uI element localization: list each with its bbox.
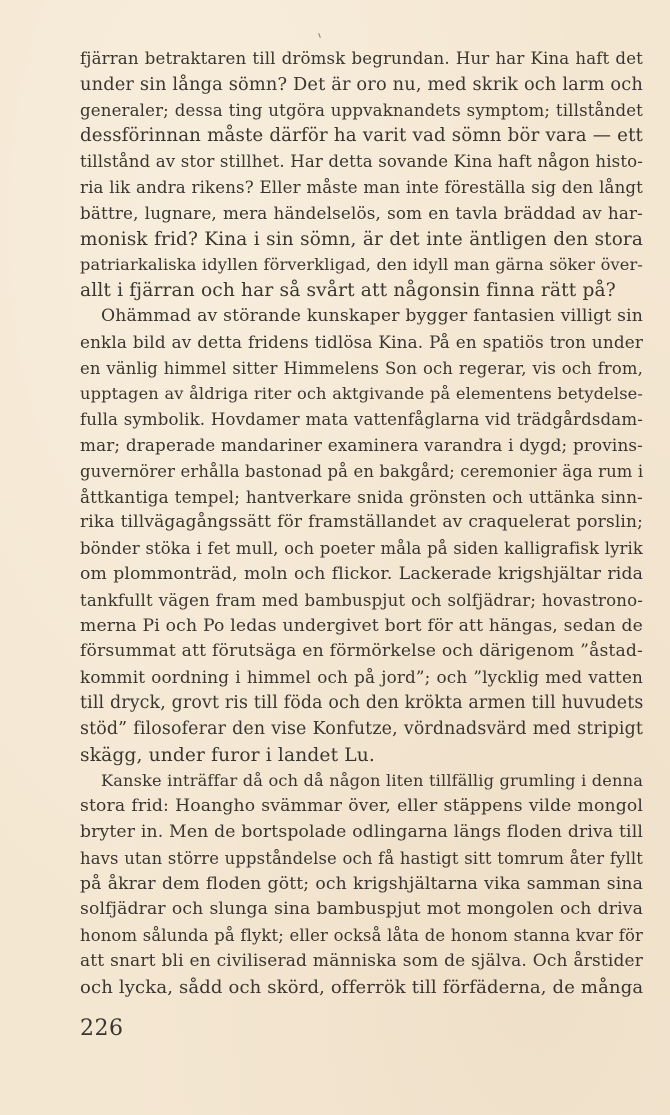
text-line: guvernörer erhålla bastonad på en bakgård; ceremonier äga rum i: [80, 461, 644, 481]
text-line: till dryck, grovt ris till föda och den krökta armen till huvudets: [80, 692, 644, 713]
text-line: en vänlig himmel sitter Himmelens Son och regerar, vis och from,: [80, 358, 643, 378]
text-line: skägg, under furor i landet Lu.: [80, 744, 375, 766]
text-line: bättre, lugnare, mera händelselös, som en tavla bräddad av har-: [80, 202, 643, 223]
text-line: att snart bli en civiliserad människa som de själva. Och årstider: [80, 950, 643, 971]
text-line: solfjädrar och slunga sina bambuspjut mot mongolen och driva: [80, 899, 643, 920]
text-line: och lycka, sådd och skörd, offerrök till förfäderna, de många: [80, 976, 644, 998]
page-number: 226: [80, 1016, 124, 1041]
text-line: kommit oordning i himmel och på jord”; och ”lycklig med vatten: [80, 667, 643, 688]
text-line: tillstånd av stor stillhet. Har detta sovande Kina haft någon histo-: [80, 152, 644, 172]
text-line: om plommonträd, moln och flickor. Lackerade krigshjältar rida: [80, 563, 643, 584]
text-line: Ohämmad av störande kunskaper bygger fantasien villigt sin: [101, 305, 643, 326]
text-line: försummat att förutsäga en förmörkelse och därigenom ”åstad-: [80, 641, 643, 662]
paragraph-2: [80, 304, 643, 768]
text-line: patriarkaliska idyllen förverkligad, den idyll man gärna söker över-: [80, 255, 643, 275]
text-line: rika tillvägagångssätt för framställandet av craquelerat porslin;: [80, 512, 643, 533]
text-line: under sin långa sömn? Det är oro nu, med skrik och larm och: [80, 73, 643, 95]
text-line: åttkantiga tempel; hantverkare snida grönsten och uttänka sinn-: [80, 486, 643, 507]
text-line: stora frid: Hoangho svämmar över, eller stäppens vilde mongol: [80, 796, 643, 817]
text-line: bryter in. Men de bortspolade odlingarna längs floden driva till: [80, 821, 643, 842]
text-line: fjärran betraktaren till drömsk begrundan. Hur har Kina haft det: [80, 49, 643, 68]
text-line: mar; draperade mandariner examinera varandra i dygd; provins-: [80, 434, 643, 455]
text-line: dessförinnan måste därför ha varit vad sömn bör vara — ett: [80, 125, 643, 147]
text-line: allt i fjärran och har så svårt att någonsin finna rätt på?: [80, 280, 616, 302]
text-line: tankfullt vägen fram med bambuspjut och solfjädrar; hovastrono-: [80, 590, 643, 610]
text-line: monisk frid? Kina i sin sömn, är det inte äntligen den stora: [80, 228, 643, 250]
text-line: honom sålunda på flykt; eller också låta de honom stanna kvar för: [80, 926, 643, 946]
text-line: ria lik andra rikens? Eller måste man inte föreställa sig den långt: [80, 177, 643, 197]
text-line: bönder stöka i fet mull, och poeter måla på siden kalligrafisk lyrik: [80, 539, 643, 559]
body-text: [80, 46, 643, 1000]
print-speck: [318, 33, 321, 38]
text-line: generaler; dessa ting utgöra uppvaknandets symptom; tillståndet: [80, 100, 643, 120]
text-line: stöd” filosoferar den vise Konfutze, vördnadsvärd med stripigt: [80, 718, 643, 739]
text-line: upptagen av åldriga riter och aktgivande på elementens betydelse-: [80, 384, 643, 404]
text-line: fulla symbolik. Hovdamer mata vattenfåglarna vid trädgårdsdam-: [80, 410, 643, 430]
text-line: Kanske inträffar då och då någon liten tillfällig grumling i denna: [101, 771, 643, 791]
text-line: på åkrar dem floden gött; och krigshjältarna vika samman sina: [80, 873, 643, 894]
paragraph-1: [80, 46, 643, 304]
text-line: enkla bild av detta fridens tidlösa Kina. På en spatiös tron under: [80, 331, 643, 352]
text-line: merna Pi och Po ledas undergivet bort för att hängas, sedan de: [80, 615, 643, 636]
text-line: havs utan större uppståndelse och få hastigt sitt tomrum åter fyllt: [80, 848, 643, 868]
paragraph-3: [80, 768, 643, 1000]
